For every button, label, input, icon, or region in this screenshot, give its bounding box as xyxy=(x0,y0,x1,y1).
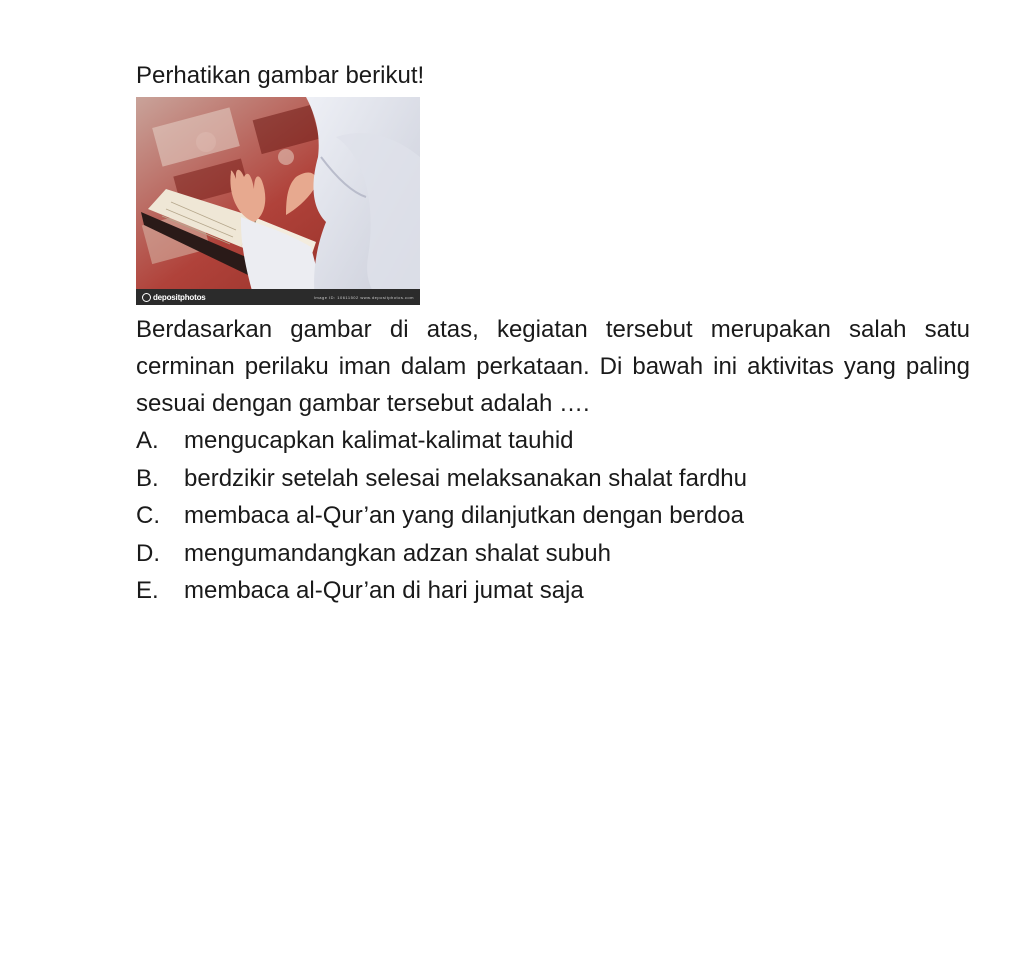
option-a[interactable] xyxy=(136,422,970,460)
option-text: membaca al-Qur’an yang dilanjutkan dengan berdoa xyxy=(184,502,744,529)
option-text: mengumandangkan adzan shalat subuh xyxy=(184,539,611,567)
option-letter: A. xyxy=(136,427,159,454)
option-letter: C. xyxy=(136,502,160,529)
watermark-bar xyxy=(136,289,420,305)
option-e[interactable] xyxy=(136,572,970,610)
option-letter: B. xyxy=(136,464,159,492)
question-text: Berdasarkan gambar di atas, kegiatan tersebut merupakan salah satu cerminan perilaku iman dalam perkataan. Di bawah ini aktivitas yang paling sesuai dengan gambar tersebut adalah …. xyxy=(136,316,970,417)
watermark-logo xyxy=(142,293,206,302)
watermark-id-text: Image ID: 10611502 www.depositphotos.com xyxy=(313,294,414,300)
prompt-text: Perhatikan gambar berikut! xyxy=(136,62,425,89)
option-letter: D. xyxy=(136,539,160,567)
option-d[interactable] xyxy=(136,535,970,573)
option-letter: E. xyxy=(136,577,159,604)
prayer-illustration xyxy=(136,97,420,305)
depositphotos-logo-icon xyxy=(142,293,151,302)
option-b[interactable] xyxy=(136,460,970,498)
watermark-logo-text: depositphotos xyxy=(153,292,206,302)
prayer-photo xyxy=(136,97,420,305)
answer-options xyxy=(136,422,970,610)
question-page xyxy=(136,58,970,610)
option-text: berdzikir setelah selesai melaksanakan shalat fardhu xyxy=(184,464,747,492)
option-text: membaca al-Qur’an di hari jumat saja xyxy=(184,577,584,604)
option-c[interactable] xyxy=(136,497,970,535)
option-text: mengucapkan kalimat-kalimat tauhid xyxy=(184,427,574,454)
